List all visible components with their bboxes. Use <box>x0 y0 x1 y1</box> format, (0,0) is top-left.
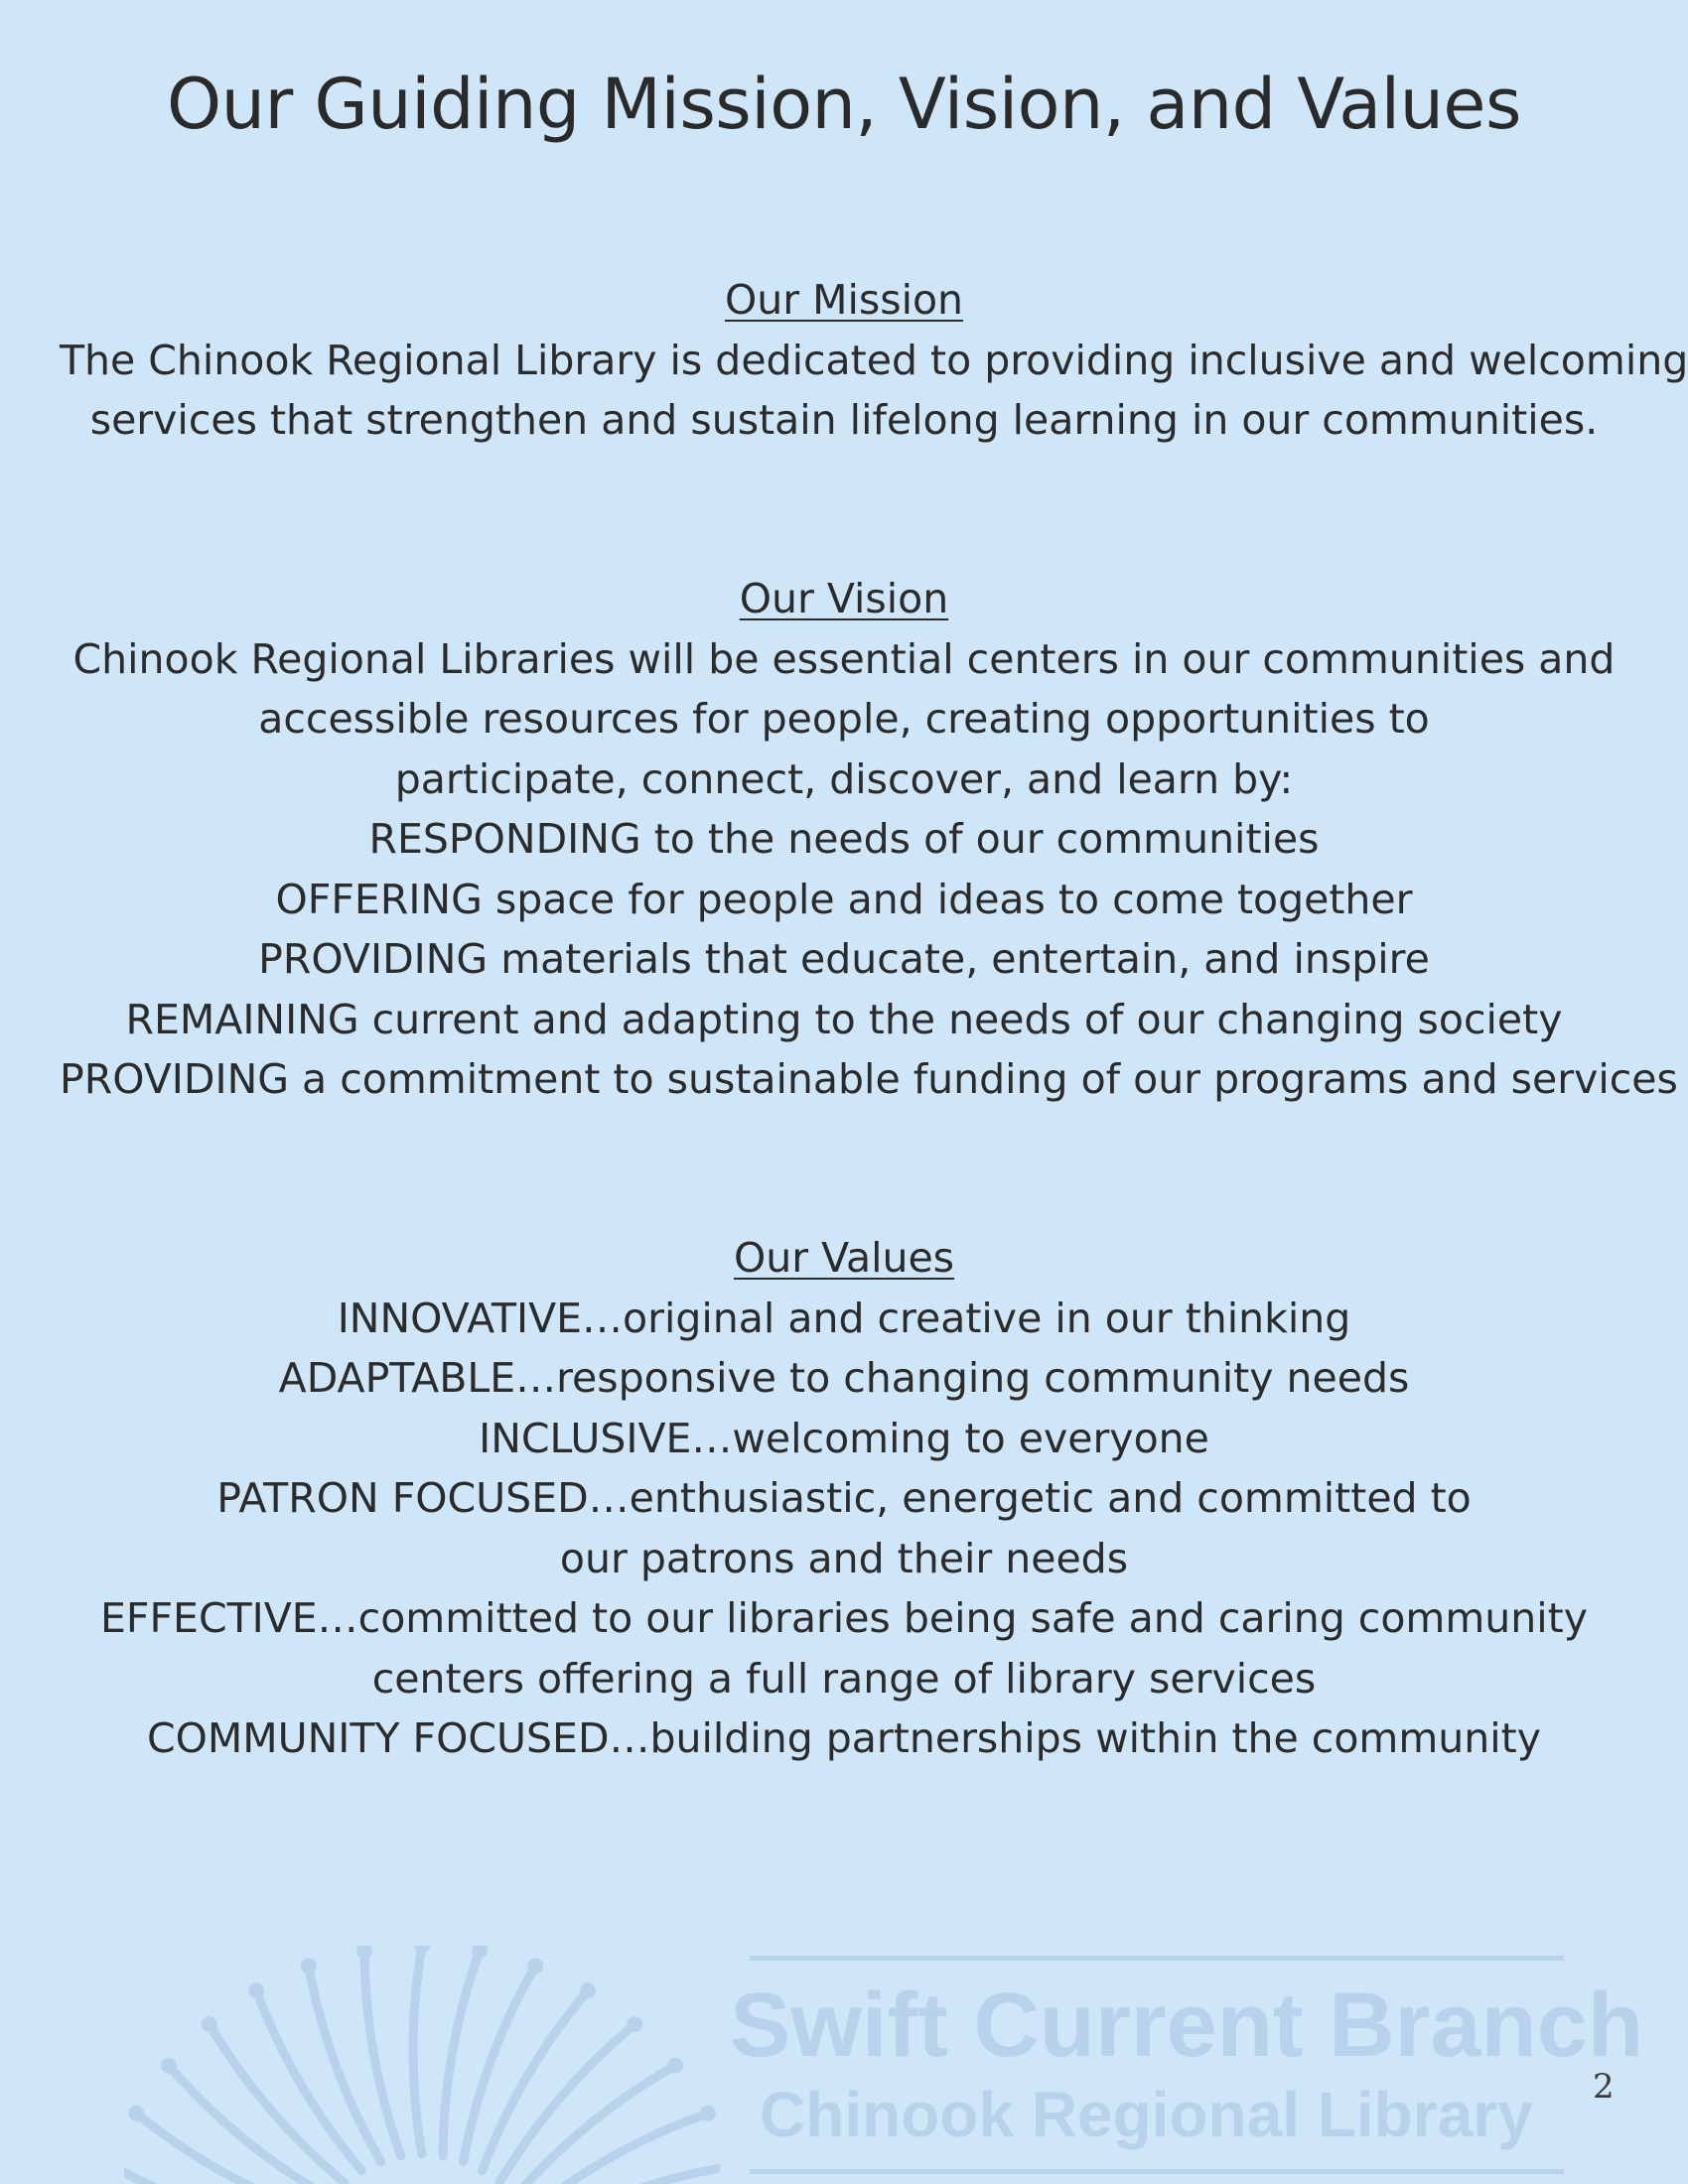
watermark-rule-bottom <box>750 2169 1564 2174</box>
vision-line: Chinook Regional Libraries will be essential centers in our communities and <box>72 634 1616 683</box>
vision-line: OFFERING space for people and ideas to come together <box>275 875 1413 923</box>
values-line: our patrons and their needs <box>559 1534 1129 1582</box>
mission-line: The Chinook Regional Library is dedicated to providing inclusive and welcoming <box>60 336 1688 384</box>
vision-line: REMAINING current and adapting to the needs of our changing society <box>125 995 1563 1043</box>
page-number: 2 <box>1593 2067 1615 2107</box>
vision-line: accessible resources for people, creating opportunities to <box>258 695 1430 743</box>
values-line: COMMUNITY FOCUSED…building partnerships within the community <box>146 1714 1541 1762</box>
values-line: EFFECTIVE…committed to our libraries being safe and caring community <box>99 1594 1589 1642</box>
mission-line: services that strengthen and sustain lifelong learning in our communities. <box>89 396 1599 444</box>
vision-section <box>60 569 1678 1110</box>
vision-line: RESPONDING to the needs of our communities <box>368 815 1320 863</box>
watermark-library-name: Chinook Regional Library <box>760 2079 1533 2150</box>
values-line: ADAPTABLE…responsive to changing community needs <box>278 1354 1410 1402</box>
values-section <box>60 1228 1628 1769</box>
branch-watermark <box>124 1946 1644 2184</box>
mission-heading: Our Mission <box>724 276 964 324</box>
values-line: centers offering a full range of library services <box>371 1654 1317 1703</box>
watermark-text <box>124 1946 1644 2184</box>
values-line: INNOVATIVE…original and creative in our thinking <box>337 1294 1351 1342</box>
values-heading: Our Values <box>733 1234 955 1282</box>
vision-line: participate, connect, discover, and learn by: <box>394 754 1294 803</box>
vision-line: PROVIDING a commitment to sustainable funding of our programs and services <box>60 1055 1678 1103</box>
page-title: Our Guiding Mission, Vision, and Values <box>167 64 1521 145</box>
vision-line: PROVIDING materials that educate, entertain, and inspire <box>258 935 1430 983</box>
watermark-rule-top <box>750 1956 1564 1961</box>
values-line: PATRON FOCUSED…enthusiastic, energetic and committed to <box>216 1474 1472 1522</box>
watermark-branch-name: Swift Current Branch <box>730 1975 1644 2076</box>
vision-heading: Our Vision <box>739 575 949 622</box>
mission-section <box>60 270 1688 451</box>
values-line: INCLUSIVE…welcoming to everyone <box>479 1414 1209 1462</box>
